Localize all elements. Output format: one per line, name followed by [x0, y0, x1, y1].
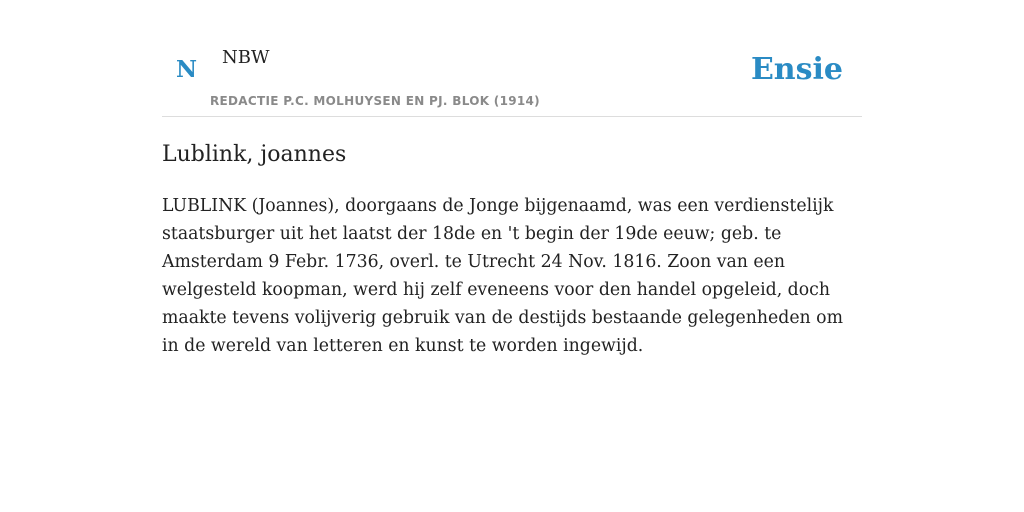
source-logo[interactable]: N: [176, 56, 198, 83]
source-name[interactable]: NBW: [222, 47, 270, 68]
entry-title: Lublink, joannes: [162, 142, 347, 167]
source-header: [162, 0, 862, 117]
source-editors: REDACTIE P.C. MOLHUYSEN EN PJ. BLOK (1914): [210, 94, 540, 108]
entry-body: LUBLINK (Joannes), doorgaans de Jonge bijgenaamd, was een verdienstelijk staatsburger uit het laatst der 18de en 't begin der 19de eeuw; geb. te Amsterdam 9 Febr. 1736, overl. te Utrecht 24 Nov. 1816. Zoon van een welgesteld koopman, werd hij zelf eveneens voor den handel opgeleid, doch maakte tevens volijverig gebruik van de destijds bestaande gelegenheden om in de wereld van letteren en kunst te worden ingewijd.: [162, 196, 843, 356]
brand-logo[interactable]: Ensie: [750, 52, 843, 87]
